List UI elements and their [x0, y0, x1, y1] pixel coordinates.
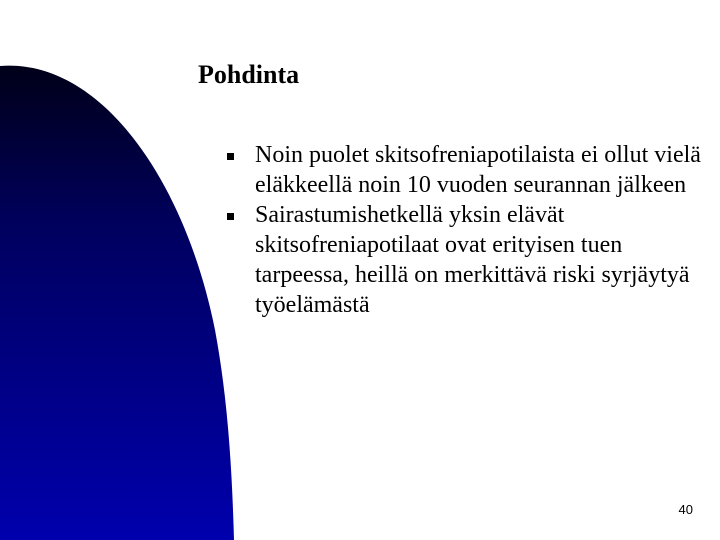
bullet-text: Sairastumishetkellä yksin elävät skitsofreniapotilaat ovat erityisen tuen tarpeessa, heillä on merkittävä riski syrjäytyä työelämästä — [255, 202, 690, 318]
square-bullet-icon — [227, 153, 234, 160]
slide-title: Pohdinta — [198, 60, 300, 89]
page-number: 40 — [678, 502, 693, 517]
bullet-list — [224, 140, 714, 320]
bullet-text: Noin puolet skitsofreniapotilaista ei ollut vielä eläkkeellä noin 10 vuoden seurannan jälkeen — [255, 142, 701, 198]
bullet-item — [224, 200, 714, 320]
square-bullet-icon — [227, 213, 234, 220]
bullet-item — [224, 140, 714, 200]
